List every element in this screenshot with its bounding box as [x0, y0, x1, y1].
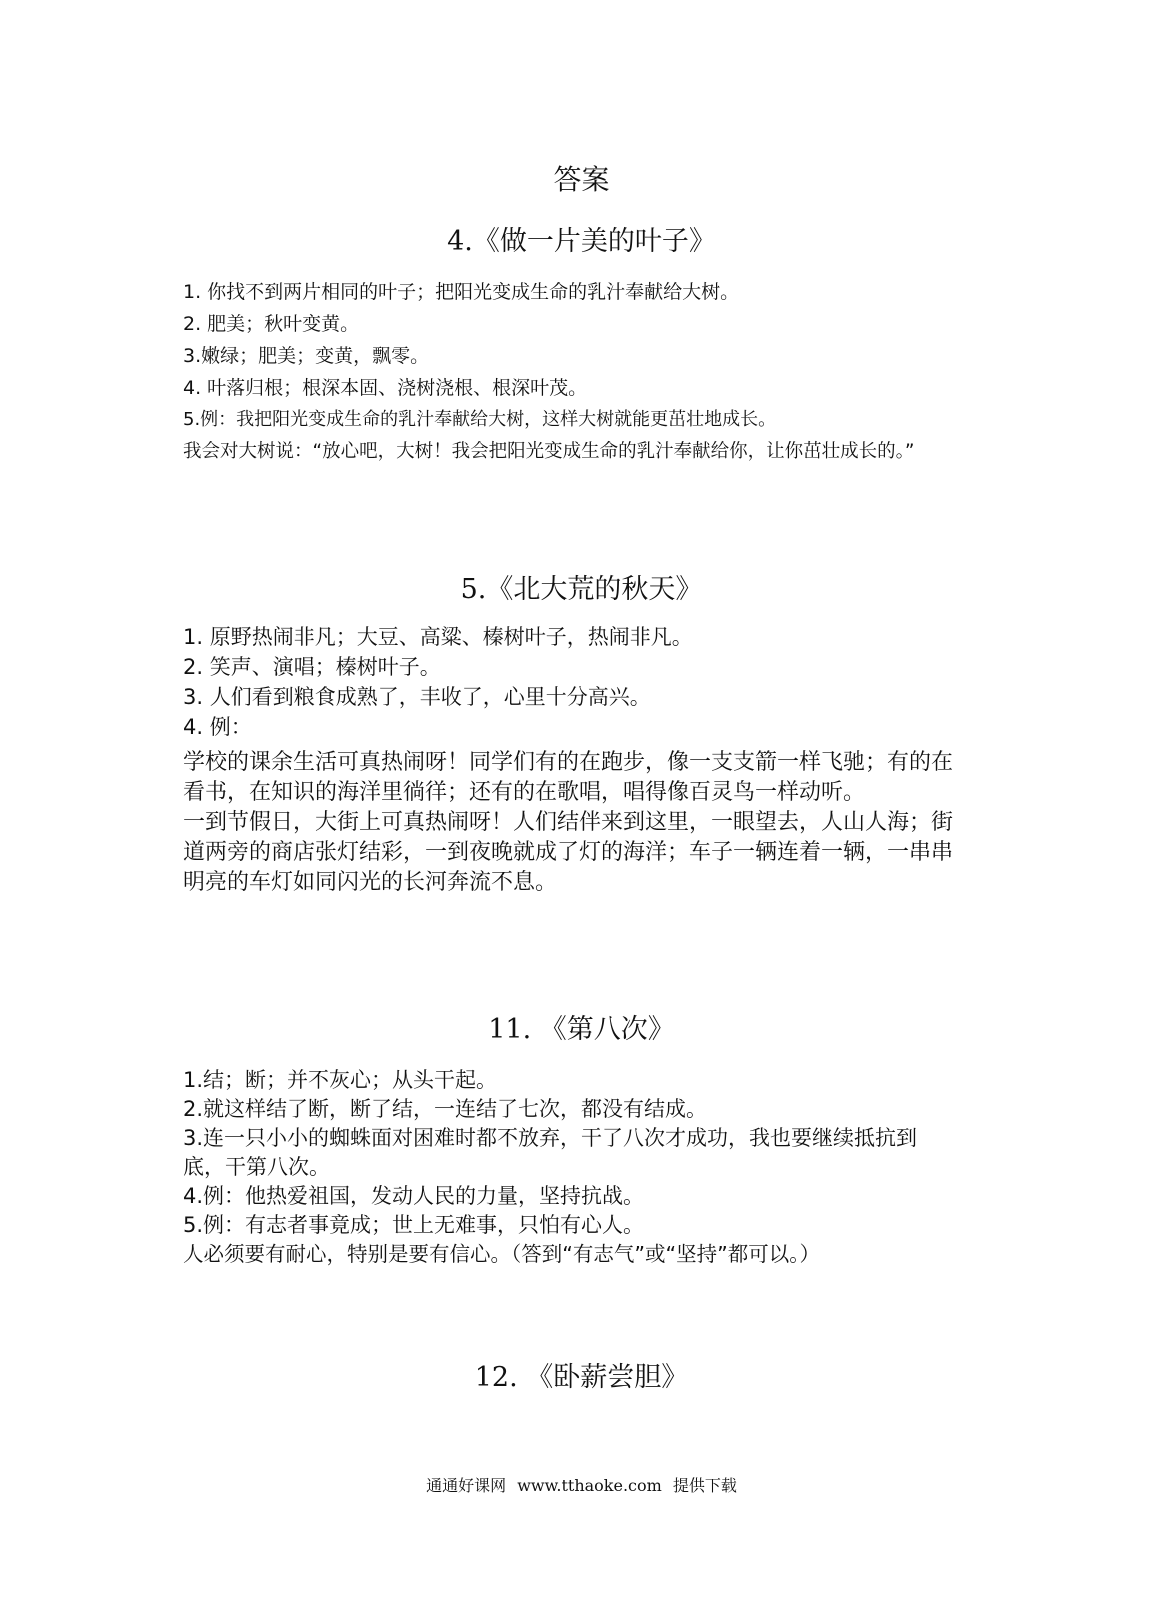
answer-line: 人必须要有耐心，特别是要有信心。（答到“有志气”或“坚持”都可以。）: [183, 1242, 820, 1266]
section-title: [0, 222, 1163, 262]
section-name: 《第八次》: [539, 1014, 675, 1045]
answer-line: 4. 例：: [183, 715, 252, 739]
section-name: 《卧薪尝胆》: [526, 1362, 689, 1393]
answer-line: 1. 原野热闹非凡；大豆、高粱、榛树叶子，热闹非凡。: [183, 625, 693, 649]
section-number: 11.: [488, 1014, 532, 1045]
section-name: 《北大荒的秋天》: [486, 574, 703, 605]
answer-line: 3.连一只小小的蜘蛛面对困难时都不放弃，干了八次才成功，我也要继续抵抗到底，干第八次。: [183, 1126, 918, 1179]
answer-line: 2. 笑声、演唱；榛树叶子。: [183, 655, 441, 679]
section-title: [0, 570, 1163, 610]
document-title: 答案: [553, 163, 610, 196]
section-name: 《做一片美的叶子》: [472, 226, 716, 257]
answer-line: 学校的课余生活可真热闹呀！同学们有的在跑步，像一支支箭一样飞驰；有的在看书，在知识的海洋里徜徉；还有的在歌唱，唱得像百灵鸟一样动听。: [183, 750, 954, 805]
section-answers: [183, 622, 963, 742]
page-footer: [0, 1475, 1163, 1497]
answer-line: 4. 叶落归根；根深本固、浇树浇根、根深叶茂。: [183, 377, 588, 399]
section-answers-paragraph: [183, 436, 953, 468]
answer-line: 3. 人们看到粮食成熟了，丰收了，心里十分高兴。: [183, 685, 651, 709]
section-title: [0, 1358, 1163, 1398]
section-answers: [183, 276, 963, 436]
footer-site-name: 通通好课网: [426, 1476, 507, 1495]
section-number: 4.: [447, 226, 473, 257]
answer-line: 2.就这样结了断，断了结，一连结了七次，都没有结成。: [183, 1097, 708, 1121]
section-number: 5.: [460, 574, 487, 605]
answer-line: 5.例：有志者事竟成；世上无难事，只怕有心人。: [183, 1213, 645, 1237]
answer-line: 1. 你找不到两片相同的叶子；把阳光变成生命的乳汁奉献给大树。: [183, 281, 740, 303]
footer-url[interactable]: www.tthaoke.com: [517, 1476, 662, 1495]
section-answers-paragraph: [183, 1124, 953, 1182]
footer-note: 提供下载: [672, 1476, 737, 1495]
section-number: 12.: [474, 1362, 518, 1393]
answer-line: 2. 肥美；秋叶变黄。: [183, 313, 360, 335]
answer-line: 我会对大树说：“放心吧，大树！我会把阳光变成生命的乳汁奉献给你，让你茁壮成长的。”: [183, 441, 915, 462]
section-title: [0, 1010, 1163, 1050]
answer-line: 3.嫩绿；肥美；变黄，飘零。: [183, 345, 430, 367]
answer-line: 1.结；断；并不灰心；从头干起。: [183, 1068, 498, 1092]
answer-line: 4.例：他热爱祖国，发动人民的力量，坚持抗战。: [183, 1184, 645, 1208]
section-answers-paragraph: [183, 748, 953, 898]
answer-line: 一到节假日，大街上可真热闹呀！人们结伴来到这里，一眼望去，人山人海；街道两旁的商店张灯结彩，一到夜晚就成了灯的海洋；车子一辆连着一辆，一串串明亮的车灯如同闪光的长河奔流不息。: [183, 810, 954, 895]
section-answers: [183, 1066, 963, 1124]
section-answers: [183, 1182, 963, 1269]
answer-line: 5.例：我把阳光变成生命的乳汁奉献给大树，这样大树就能更茁壮地成长。: [183, 409, 777, 430]
